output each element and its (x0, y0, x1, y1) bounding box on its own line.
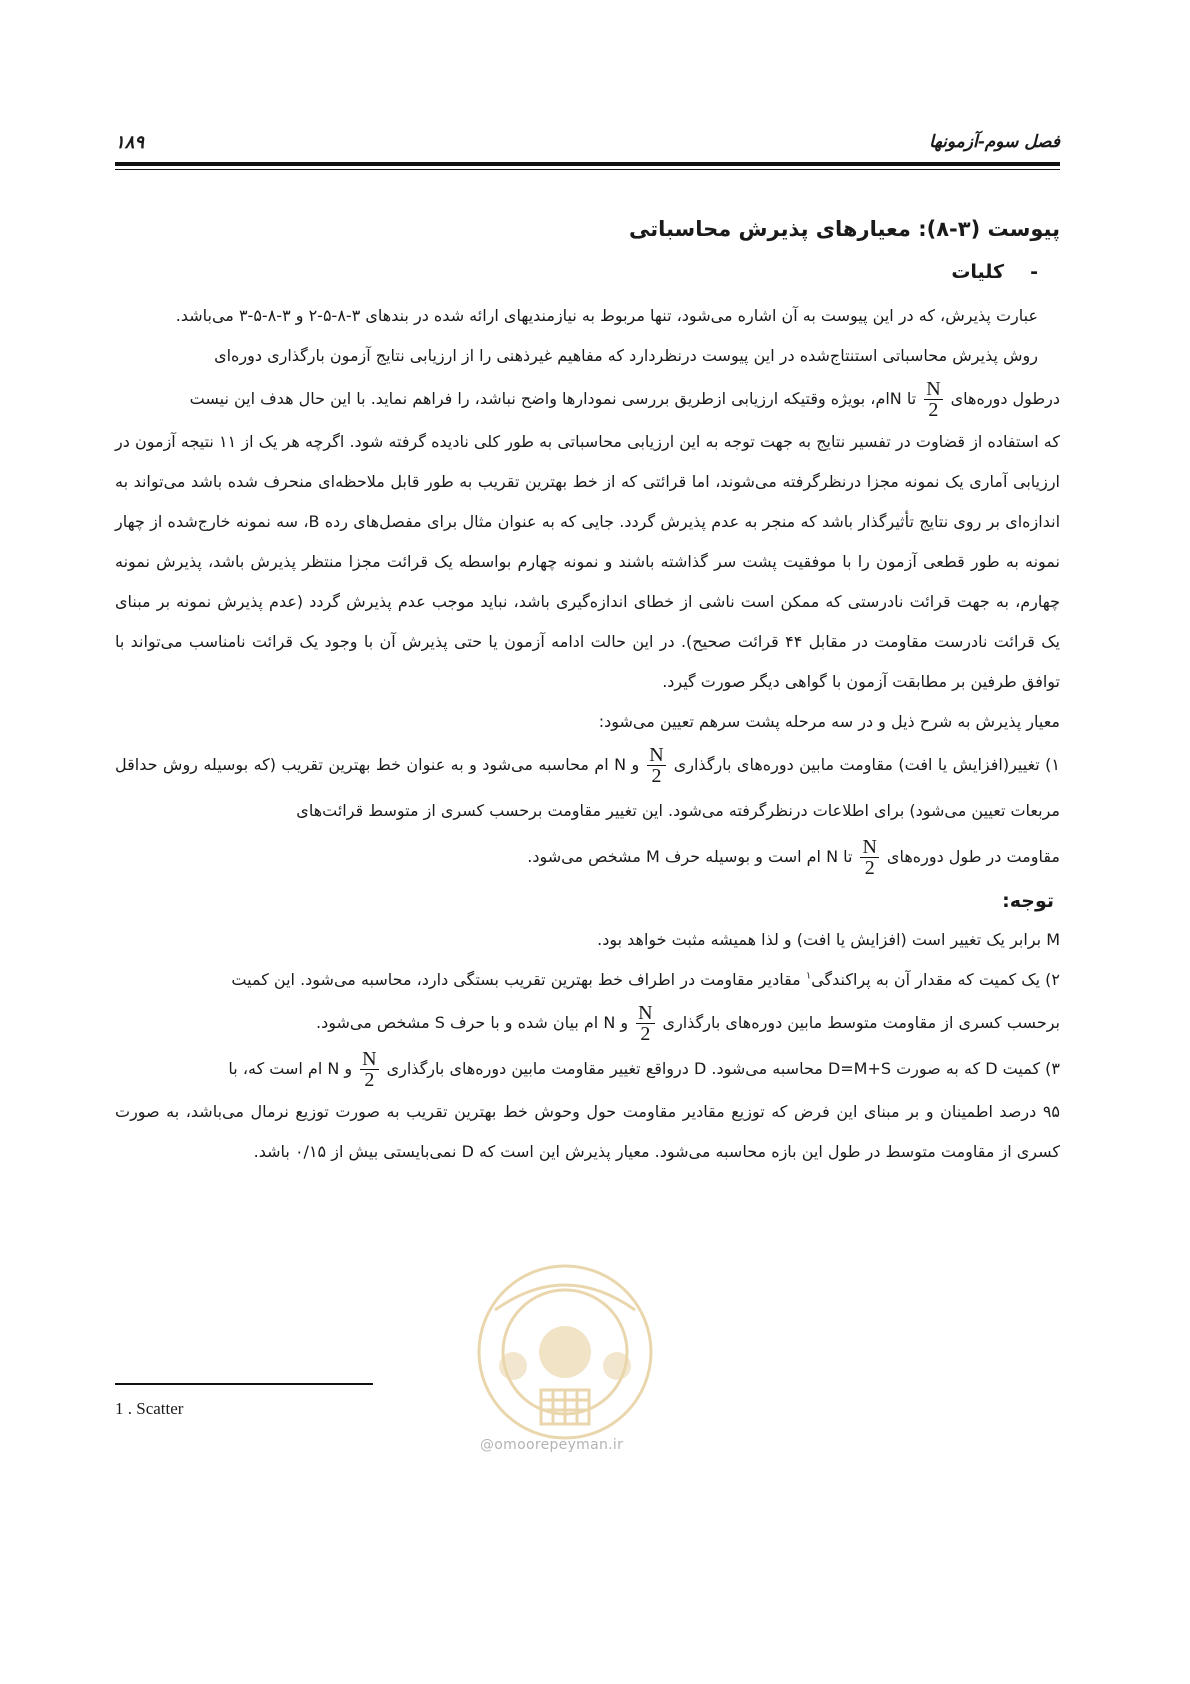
paragraph-2-post: تا Nام، بویژه وقتیکه ارزیابی ازطریق بررسی نمودارها واضح نباشد، را فراهم نماید. با این حال هدف این نیست (189, 389, 917, 408)
appendix-title: پیوست (۳-۸): معیارهای پذیرش محاسباتی (628, 217, 1060, 241)
paragraph-2-rest: که استفاده از قضاوت در تفسیر نتایج به جهت توجه به این ارزیابی محاسباتی به طور کلی نادیده گرفته شود. اگرچه هر یک از ۱۱ نتیجه آزمون در ارزیابی آماری یک نمونه مجزا درنظرگرفته می‌شوند، اما قرائتی که از خط بهترین تقریب به طور قابل ملاحظه‌ای منحرف شده باشد می‌تواند به اندازه‌ای بر روی نتایج تأثیرگذار باشد که منجر به عدم پذیرش گردد. جایی که به عنوان مثال برای مفصل‌های رده B، سه نمونه خارج‌شده از چهار نمونه به طور قطعی آزمون را با موفقیت پشت سر گذاشته باشند و نمونه چهارم بواسطه یک قرائت مجزا منتظر پذیرش باشد، پذیرش نمونه چهارم، به جهت قرائت نادرستی که ممکن است ناشی از خطای اندازه‌گیری باشد، نباید موجب عدم پذیرش گردد (عدم پذیرش نمونه بر مبنای یک قرائت نادرست مقاومت در مقابل ۴۴ قرائت صحیح). در این حالت ادامه آزمون یا حتی پذیرش آن با وجود یک قرائت نامناسب می‌تواند با توافق طرفین بر مطابقت آزمون با گواهی دیگر صورت گیرد. (115, 432, 1061, 691)
watermark-seal-icon (455, 1240, 675, 1460)
paragraph-3: معیار پذیرش به شرح ذیل و در سه مرحله پشت سرهم تعیین می‌شود: (598, 712, 1060, 731)
paragraph-1: عبارت پذیرش، که در این پیوست به آن اشاره می‌شود، تنها مربوط به نیازمندیهای ارائه شده در بندهای ۳-۸-۵-۲ و ۳-۸-۵-۳ می‌باشد. (175, 306, 1038, 325)
item-3: ۳) کمیت D که به صورت D=M+S محاسبه می‌شود. D درواقع تغییر مقاومت مابین دوره‌های بارگذاری $\frac{N}{2}$ و N ام است که، با (228, 1048, 1060, 1091)
item-3-rest: ۹۵ درصد اطمینان و بر مبنای این فرض که توزیع مقادیر مقاومت حول وحوش خط بهترین تقریب به صورت توزیع نرمال می‌باشد، به صورت کسری از مقاومت متوسط در طول این بازه محاسبه می‌شود. معیار پذیرش این است که D نمی‌بایستی بیش از ۰/۱۵ باشد. (115, 1102, 1060, 1161)
chapter-title: فصل سوم-آزمونها (929, 132, 1060, 152)
footnote-text: 1 . Scatter (115, 1399, 184, 1418)
page-number: ۱۸۹ (115, 132, 145, 153)
paragraph-2-fraction-line (115, 376, 1060, 422)
section-heading-text: کلیات (951, 261, 1005, 283)
item-1: ۱) تغییر(افزایش یا افت) مقاومت مابین دوره‌های بارگذاری $\frac{N}{2}$ و N ام محاسبه می‌شود و به عنوان خط بهترین تقریب (که بوسیله روش حداقل مربعات تعیین می‌شود) برای اطلاعات درنظرگرفته می‌شود. این تغییر مقاومت برحسب کسری از متوسط قرائت‌های (115, 744, 1061, 820)
fraction-n-over-2: $\frac{N}{2}$ (638, 1002, 653, 1045)
fraction-n-over-2: $\frac{N}{2}$ (649, 744, 664, 787)
watermark-url: @omoorepeyman.ir (480, 1437, 624, 1453)
fraction-n-over-2: $\frac{N}{2}$ (862, 836, 877, 879)
item-2: ۲) یک کمیت که مقدار آن به پراکندگی$^۱$ مقادیر مقاومت در اطراف خط بهترین تقریب بستگی دارد، محاسبه می‌شود. این کمیت (231, 970, 1060, 989)
item-1-continued: مقاومت در طول دوره‌های $\frac{N}{2}$ تا N ام است و بوسیله حرف M مشخص می‌شود. (527, 836, 1060, 879)
header-rule-thin (115, 169, 1060, 170)
header-rule-thick (115, 162, 1060, 166)
fraction-n-over-2: $\frac{N}{2}$ (362, 1048, 377, 1091)
item-2-continued: برحسب کسری از مقاومت متوسط مابین دوره‌های بارگذاری $\frac{N}{2}$ و N ام بیان شده و با حرف S مشخص می‌شود. (316, 1002, 1060, 1045)
fraction-n-over-2: $\frac{N}{2}$ (926, 378, 941, 421)
footnote-marker: ۱ (805, 970, 812, 982)
paragraph-2-line-1: روش پذیرش محاسباتی استنتاج‌شده در این پیوست درنظردارد که مفاهیم غیرذهنی را از ارزیابی نتایج آزمون بارگذاری دوره‌ای (214, 346, 1038, 365)
section-heading (115, 258, 1060, 286)
paragraph-2-pre: درطول دوره‌های (950, 389, 1060, 408)
running-header (115, 132, 1060, 158)
note-heading: توجه: (1002, 890, 1054, 912)
section-dash: - (1030, 261, 1038, 283)
footnote-rule (115, 1383, 373, 1385)
main-text (115, 214, 1060, 1172)
note-text: M برابر یک تغییر است (افزایش یا افت) و لذا همیشه مثبت خواهد بود. (597, 930, 1060, 949)
